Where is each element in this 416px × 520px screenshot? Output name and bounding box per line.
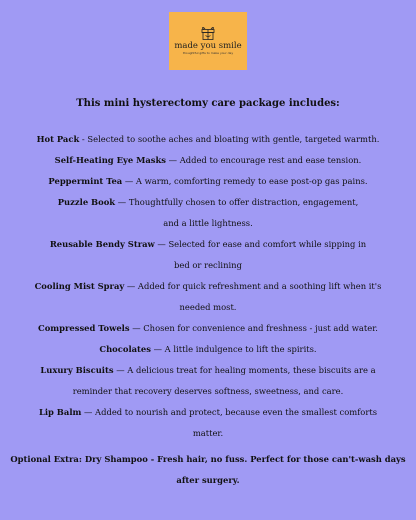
optional-extra-line-1: Optional Extra: Dry Shampoo - Fresh hair, no fuss. Perfect for those can't-wash days <box>10 454 406 464</box>
list-item-line-1 <box>8 234 408 255</box>
list-item-description: — Selected for ease and comfort while sipping in <box>154 239 367 249</box>
list-item-line-1 <box>8 150 408 171</box>
items-list <box>0 129 416 444</box>
list-item-line-1 <box>8 276 408 297</box>
list-item <box>0 129 416 150</box>
gift-box-icon <box>200 26 216 40</box>
list-item-name: Lip Balm <box>38 407 82 417</box>
list-item-line-1 <box>8 192 408 213</box>
list-item-description: — A delicious treat for healing moments, these biscuits are a <box>113 365 376 375</box>
logo-brand-name: made you smile <box>174 41 242 51</box>
list-item-description: - Selected to soothe aches and bloating with gentle, targeted warmth. <box>79 134 380 144</box>
logo-container <box>0 0 416 70</box>
list-item-line-1 <box>8 339 408 360</box>
list-item-name: Chocolates <box>99 344 151 354</box>
list-item <box>0 318 416 339</box>
list-item <box>0 339 416 360</box>
list-item <box>0 150 416 171</box>
list-item-line-2: reminder that recovery deserves softness, sweetness, and care. <box>72 386 344 396</box>
list-item-name: Puzzle Book <box>57 197 116 207</box>
list-item-description: — A little indulgence to lift the spirits. <box>150 344 317 354</box>
logo-tagline: thoughtful gifts to make your day <box>182 51 234 55</box>
list-item-description: — Thoughtfully chosen to offer distraction, engagement, <box>115 197 359 207</box>
list-item-line-1 <box>8 171 408 192</box>
list-item-line-2: and a little lightness. <box>163 218 253 228</box>
list-item-name: Luxury Biscuits <box>40 365 114 375</box>
list-item-name: Reusable Bendy Straw <box>49 239 155 249</box>
list-item-name: Cooling Mist Spray <box>34 281 125 291</box>
list-item <box>0 192 416 234</box>
list-item <box>0 234 416 276</box>
package-heading: This mini hysterectomy care package includes: <box>76 98 340 109</box>
list-item-line-1 <box>8 402 408 423</box>
list-item-line-2: needed most. <box>179 302 237 312</box>
list-item-description: — Added for quick refreshment and a soothing lift when it's <box>124 281 382 291</box>
list-item <box>0 276 416 318</box>
list-item <box>0 171 416 192</box>
list-item-name: Compressed Towels <box>38 323 130 333</box>
list-item-name: Self-Heating Eye Masks <box>54 155 166 165</box>
list-item-description: — Chosen for convenience and freshness - just add water. <box>129 323 378 333</box>
list-item-description: — Added to nourish and protect, because even the smallest comforts <box>81 407 378 417</box>
list-item-name: Peppermint Tea <box>48 176 123 186</box>
list-item-line-1 <box>8 129 408 150</box>
list-item <box>0 360 416 402</box>
list-item-line-1 <box>8 318 408 339</box>
list-item-description: — Added to encourage rest and ease tension. <box>166 155 362 165</box>
list-item-line-1 <box>8 360 408 381</box>
list-item-line-2: bed or reclining <box>174 260 242 270</box>
list-item-name: Hot Pack <box>36 134 80 144</box>
optional-extra <box>0 449 416 491</box>
list-item-line-2: matter. <box>192 428 224 438</box>
brand-logo <box>169 12 247 70</box>
optional-extra-line-2: after surgery. <box>176 475 240 485</box>
list-item <box>0 402 416 444</box>
list-item-description: — A warm, comforting remedy to ease post-op gas pains. <box>122 176 368 186</box>
